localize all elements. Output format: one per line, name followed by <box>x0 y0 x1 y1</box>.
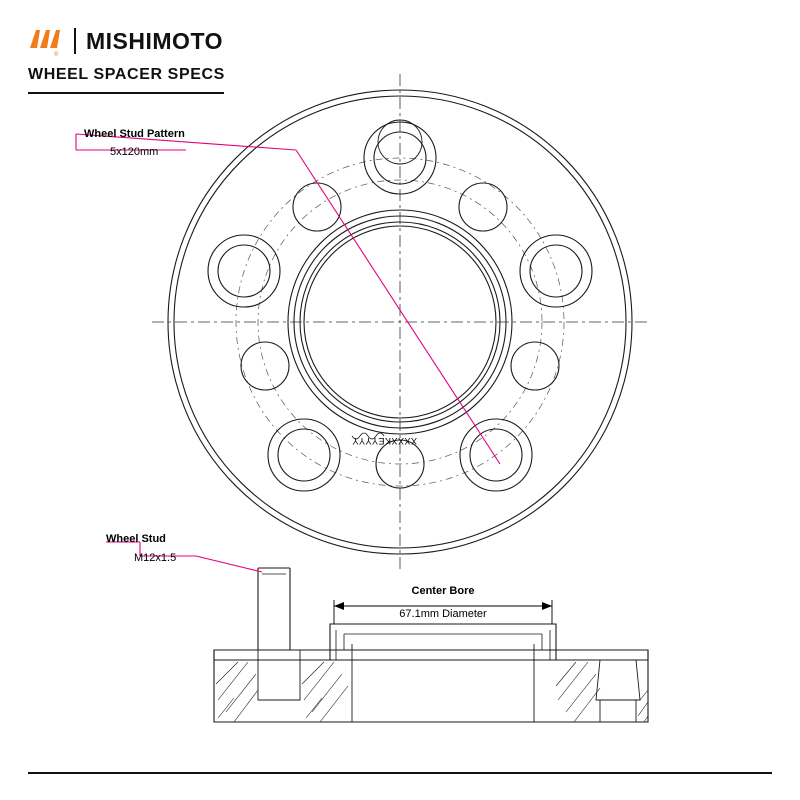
svg-text:®: ® <box>54 52 59 58</box>
stud-pattern-label: Wheel Stud Pattern <box>84 128 185 140</box>
center-bore-label: Center Bore <box>411 585 475 597</box>
center-bore-value: 67.1mm Diameter <box>399 608 487 620</box>
brand-name: MISHIMOTO <box>86 27 223 54</box>
wheel-stud-leader <box>106 542 262 572</box>
stud-pattern-value: 5x120mm <box>110 146 159 158</box>
footer-rule <box>28 772 772 774</box>
wheel-stud-value: M12x1.5 <box>134 552 177 564</box>
front-view <box>152 74 648 570</box>
page-title: WHEEL SPACER SPECS <box>28 66 225 83</box>
part-engraving-text: XXXXKEYYYY <box>352 436 418 446</box>
wheel-stud-label: Wheel Stud <box>106 533 166 545</box>
stud-pattern-leader <box>76 134 500 464</box>
